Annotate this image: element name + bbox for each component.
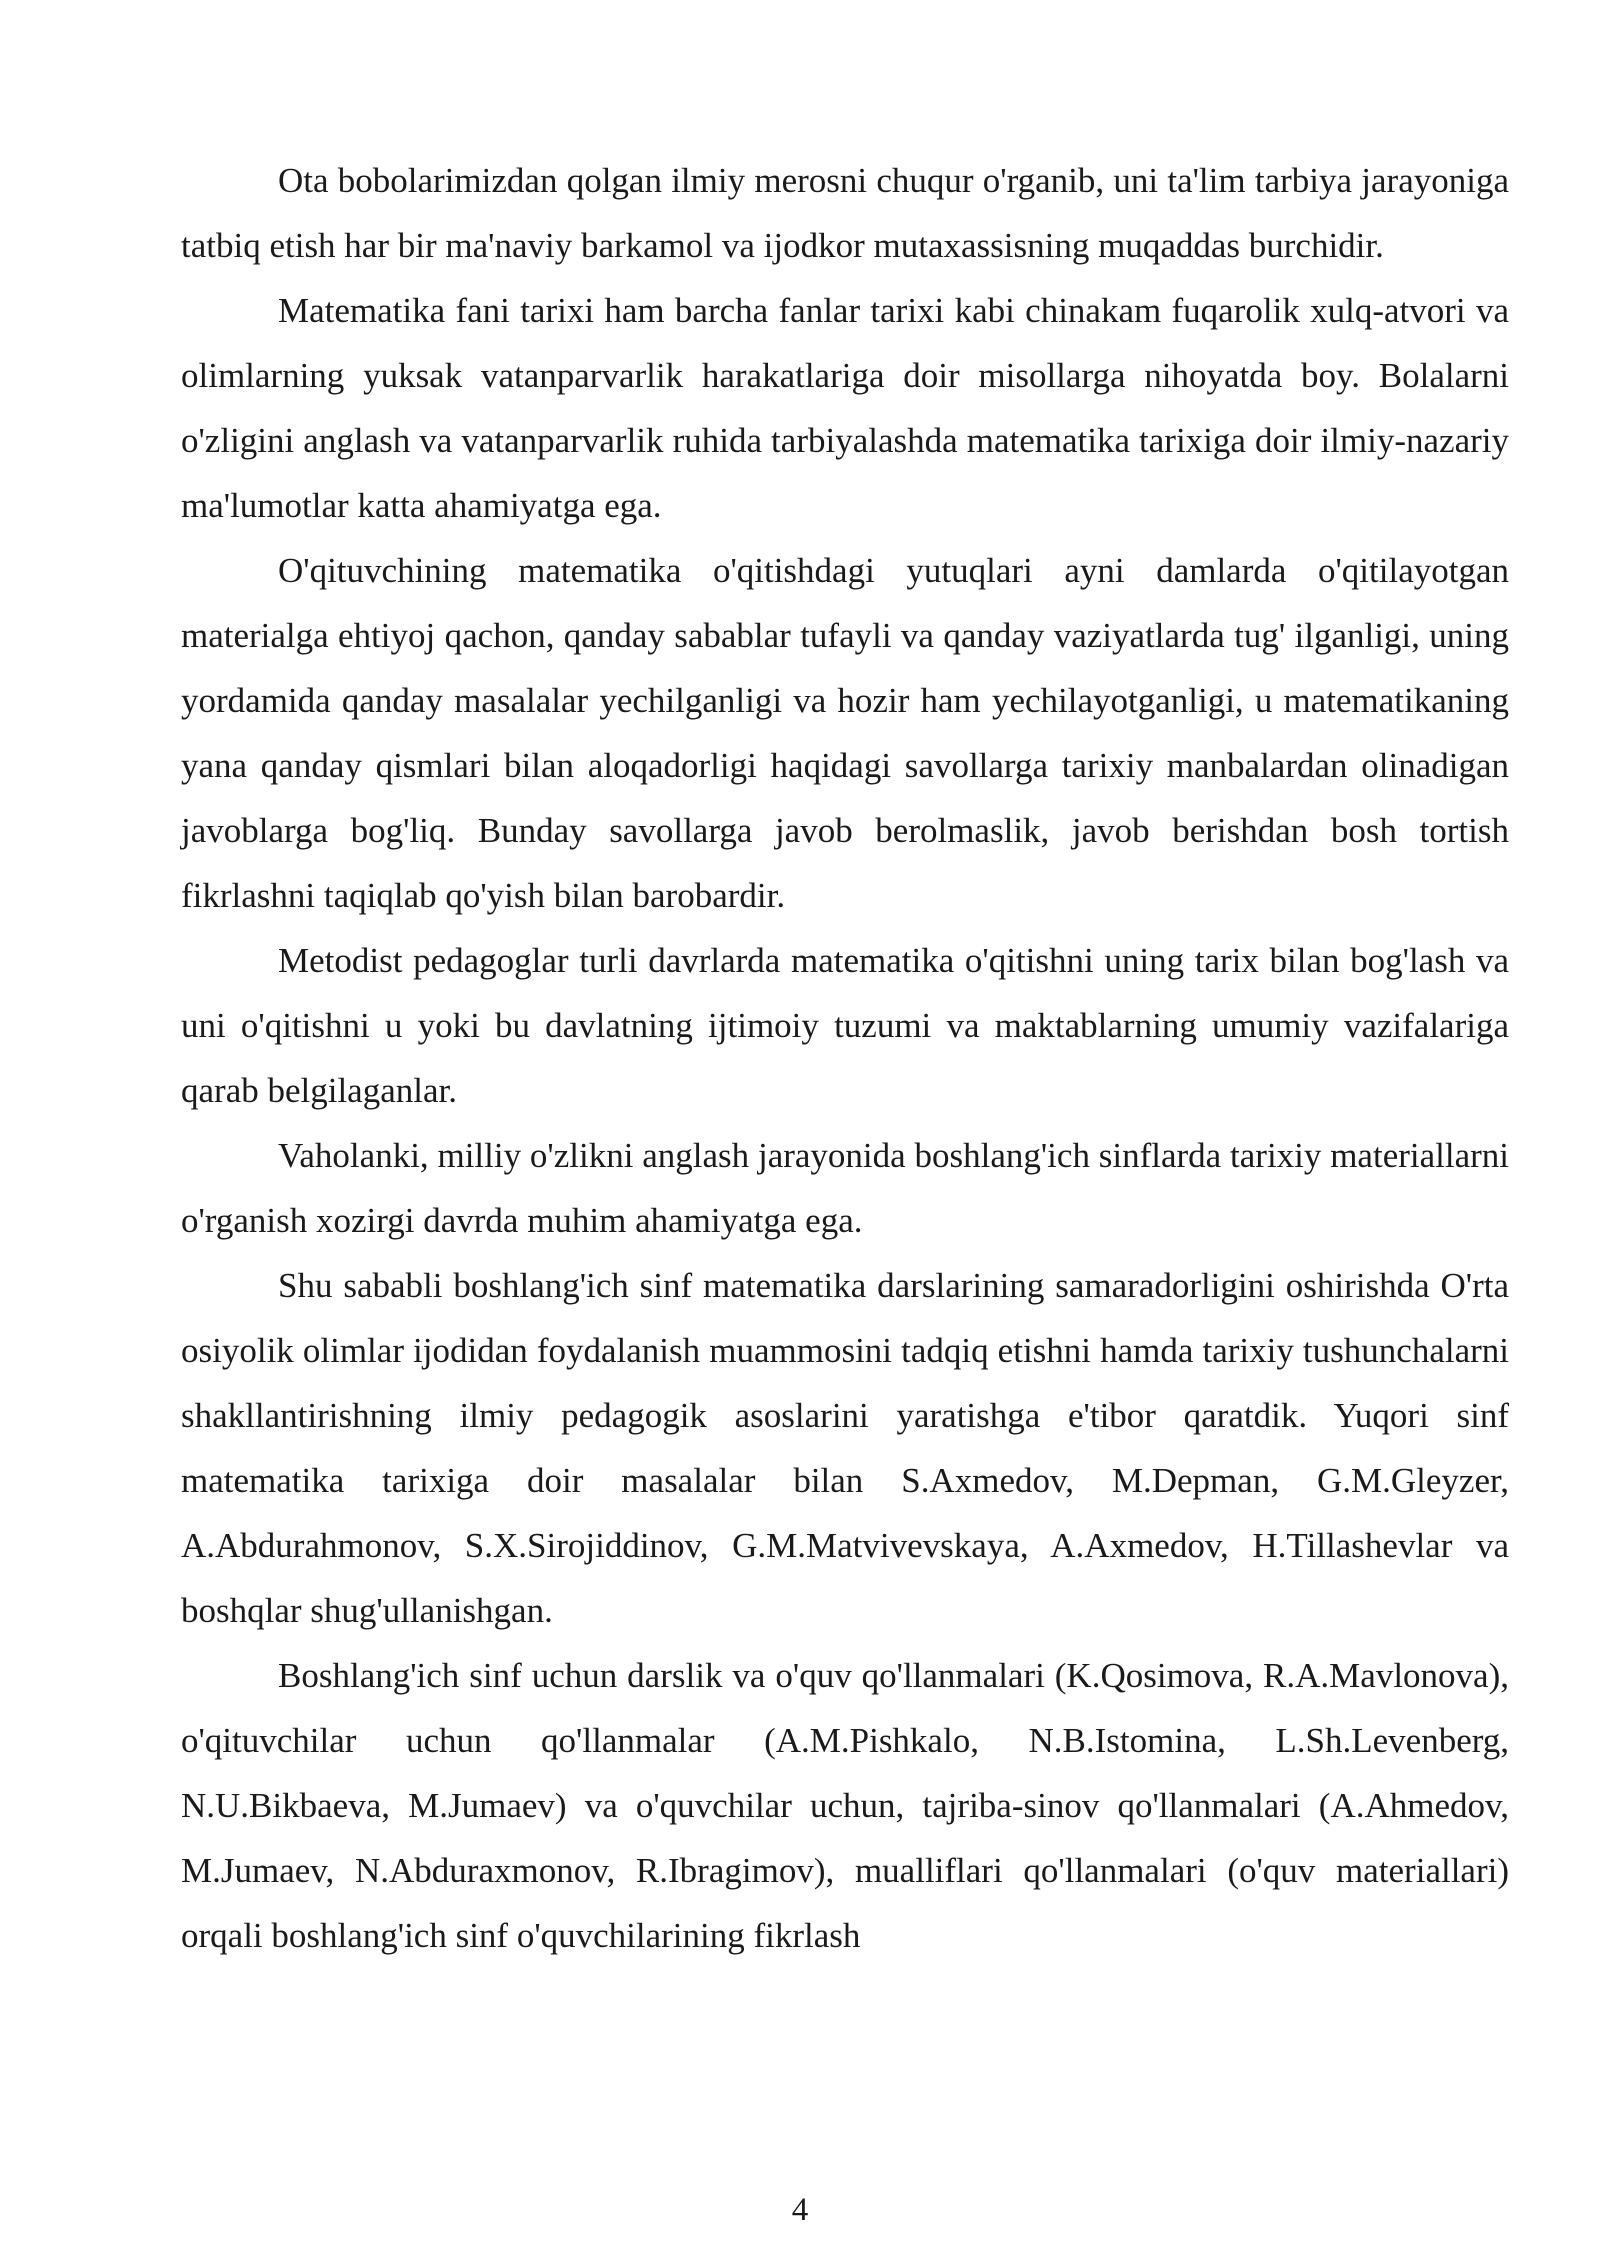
paragraph-4: Metodist pedagoglar turli davrlarda matematika o'qitishni uning tarix bilan bog'lash va uni o'qitishni u yoki bu davlatning ijtimoiy tuzumi va maktablarning umumiy vazifalariga qarab belgilaganlar.	[181, 941, 1509, 1110]
page-number: 4	[791, 2192, 809, 2228]
paragraph-5: Vaholanki, milliy o'zlikni anglash jarayonida boshlang'ich sinflarda tarixiy materiallarni o'rganish xozirgi davrda muhim ahamiyatga ega.	[181, 1136, 1509, 1240]
paragraph-1: Ota bobolarimizdan qolgan ilmiy merosni chuqur o'rganib, uni ta'lim tarbiya jarayoniga tatbiq etish har bir ma'naviy barkamol va ijodkor mutaxassisning muqaddas burchidir.	[181, 161, 1509, 265]
body-text	[181, 148, 1509, 1968]
paragraph-2: Matematika fani tarixi ham barcha fanlar tarixi kabi chinakam fuqarolik xulq-atvori va olimlarning yuksak vatanparvarlik harakatlariga doir misollarga nihoyatda boy. Bolalarni o'zligini anglash va vatanparvarlik ruhida tarbiyalashda matematika tarixiga doir ilmiy-nazariy ma'lumotlar katta ahamiyatga ega.	[181, 291, 1509, 525]
paragraph-7: Boshlang'ich sinf uchun darslik va o'quv qo'llanmalari (K.Qosimova, R.A.Mavlonova), o'qituvchilar uchun qo'llanmalar (A.M.Pishkalo, N.B.Istomina, L.Sh.Levenberg, N.U.Bikbaeva, M.Jumaev) va o'quvchilar uchun, tajriba-sinov qo'llanmalari (A.Ahmedov, M.Jumaev, N.Abduraxmonov, R.Ibragimov), mualliflari qo'llanmalari (o'quv materiallari) orqali boshlang'ich sinf o'quvchilarining fikrlash	[181, 1656, 1509, 1955]
paragraph-6: Shu sababli boshlang'ich sinf matematika darslarining samaradorligini oshirishda O'rta osiyolik olimlar ijodidan foydalanish muammosini tadqiq etishni hamda tarixiy tushunchalarni shakllantirishning ilmiy pedagogik asoslarini yaratishga e'tibor qaratdik. Yuqori sinf matematika tarixiga doir masalalar bilan S.Axmedov, M.Depman, G.M.Gleyzer, A.Abdurahmonov, S.X.Sirojiddinov, G.M.Matvivevskaya, A.Axmedov, H.Tillashevlar va boshqlar shug'ullanishgan.	[181, 1266, 1509, 1630]
paragraph-3: O'qituvchining matematika o'qitishdagi yutuqlari ayni damlarda o'qitilayotgan materialga ehtiyoj qachon, qanday sabablar tufayli va qanday vaziyatlarda tug' ilganligi, uning yordamida qanday masalalar yechilganligi va hozir ham yechilayotganligi, u matematikaning yana qanday qismlari bilan aloqadorligi haqidagi savollarga tarixiy manbalardan olinadigan javoblarga bog'liq. Bunday savollarga javob berolmaslik, javob berishdan bosh tortish fikrlashni taqiqlab qo'yish bilan barobardir.	[181, 551, 1509, 915]
